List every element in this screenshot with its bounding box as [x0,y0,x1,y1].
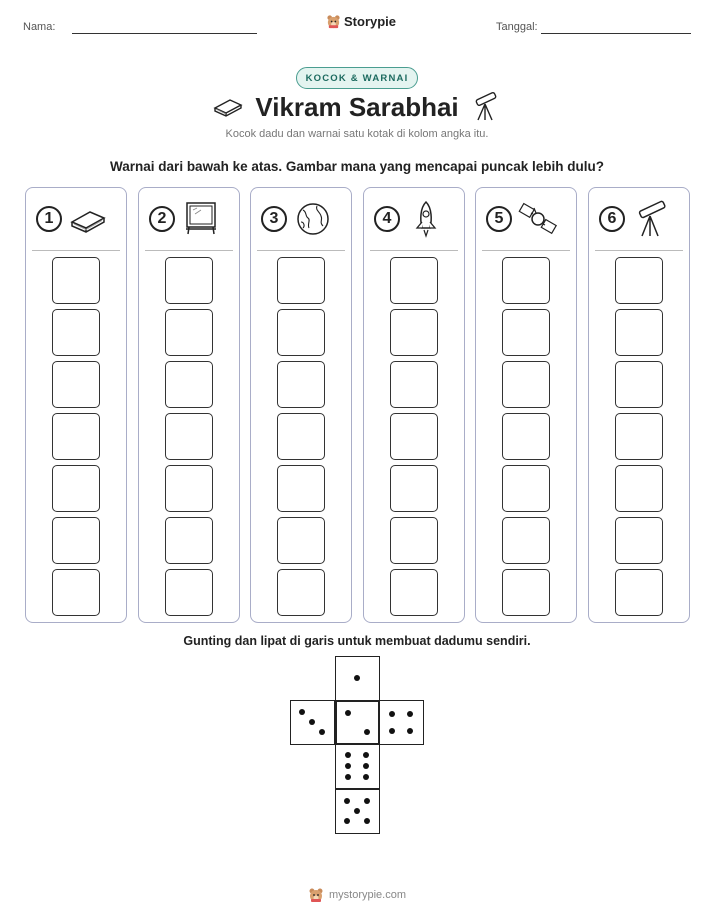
column-number: 3 [261,206,287,232]
color-box[interactable] [165,517,213,564]
satellite-icon [518,200,558,238]
dice-pip [345,763,351,769]
dice-pip [389,711,395,717]
color-box[interactable] [615,257,663,304]
dice-pip [364,818,370,824]
color-box[interactable] [502,465,550,512]
color-box[interactable] [390,413,438,460]
color-box[interactable] [52,517,100,564]
column-number: 2 [149,206,175,232]
color-box[interactable] [615,569,663,616]
activity-badge: KOCOK & WARNAI [296,67,418,89]
dice-pip [344,798,350,804]
column-number: 4 [374,206,400,232]
name-line[interactable] [72,33,257,34]
dice-pip [345,752,351,758]
color-box[interactable] [502,361,550,408]
column-4 [363,187,465,623]
dice-pip [364,798,370,804]
globe-icon [293,200,333,238]
color-box[interactable] [52,413,100,460]
column-3 [250,187,352,623]
color-box[interactable] [52,361,100,408]
dice-pip [344,818,350,824]
color-box[interactable] [52,257,100,304]
brand-logo [326,14,396,29]
dice-pip [407,728,413,734]
dice-pip [354,808,360,814]
color-box[interactable] [502,413,550,460]
color-box[interactable] [615,309,663,356]
color-box[interactable] [165,361,213,408]
color-box[interactable] [52,465,100,512]
dice-pip [354,675,360,681]
footer-url[interactable]: mystorypie.com [328,889,407,901]
dice-face-6 [335,744,380,789]
name-label: Nama: [23,21,56,33]
color-box[interactable] [277,569,325,616]
dice-pip [389,728,395,734]
color-box[interactable] [390,465,438,512]
telescope-icon [631,200,671,238]
dice-pip [363,774,369,780]
color-box[interactable] [502,309,550,356]
dice-face-4 [379,700,424,745]
color-box[interactable] [615,361,663,408]
column-5 [475,187,577,623]
telescope-icon [470,90,502,122]
brand-name: Storypie [344,14,397,29]
color-box[interactable] [277,465,325,512]
column-1 [25,187,127,623]
color-box[interactable] [277,257,325,304]
rocket-icon [406,200,446,238]
color-box[interactable] [390,517,438,564]
color-box[interactable] [502,517,550,564]
bear-mascot-icon [308,887,324,903]
color-box[interactable] [390,257,438,304]
dice-pip [309,719,315,725]
column-number: 5 [486,206,512,232]
color-box[interactable] [615,517,663,564]
book-icon [68,200,108,238]
date-label: Tanggal: [496,21,538,33]
dice-pip [363,763,369,769]
instruction-text: Warnai dari bawah ke atas. Gambar mana yang mencapai puncak lebih dulu? [110,159,604,174]
dice-face-1 [335,656,380,701]
dice-face-5 [335,789,380,834]
column-2 [138,187,240,623]
bear-mascot-icon [326,14,341,29]
color-box[interactable] [277,413,325,460]
color-box[interactable] [390,569,438,616]
color-box[interactable] [615,413,663,460]
dice-pip [345,774,351,780]
color-box[interactable] [277,309,325,356]
color-box[interactable] [615,465,663,512]
color-box[interactable] [165,309,213,356]
dice-pip [345,710,351,716]
color-box[interactable] [277,361,325,408]
color-box[interactable] [390,361,438,408]
color-box[interactable] [165,465,213,512]
dice-face-3 [290,700,335,745]
dice-pip [299,709,305,715]
page-subtitle: Kocok dadu dan warnai satu kotak di kolom angka itu. [225,128,489,140]
color-box[interactable] [502,569,550,616]
column-6 [588,187,690,623]
dice-face-2 [335,700,380,745]
color-box[interactable] [502,257,550,304]
dice-pip [363,752,369,758]
color-box[interactable] [52,309,100,356]
dice-pip [364,729,370,735]
column-number: 6 [599,206,625,232]
color-box[interactable] [165,569,213,616]
dice-pip [319,729,325,735]
color-box[interactable] [165,257,213,304]
color-box[interactable] [165,413,213,460]
date-line[interactable] [541,33,691,34]
cut-instruction: Gunting dan lipat di garis untuk membuat dadumu sendiri. [183,634,531,648]
color-box[interactable] [277,517,325,564]
footer [0,887,714,903]
chalkboard-icon [181,200,221,238]
color-box[interactable] [52,569,100,616]
page-title: Vikram Sarabhai [255,92,459,122]
color-box[interactable] [390,309,438,356]
column-number: 1 [36,206,62,232]
dice-pip [407,711,413,717]
